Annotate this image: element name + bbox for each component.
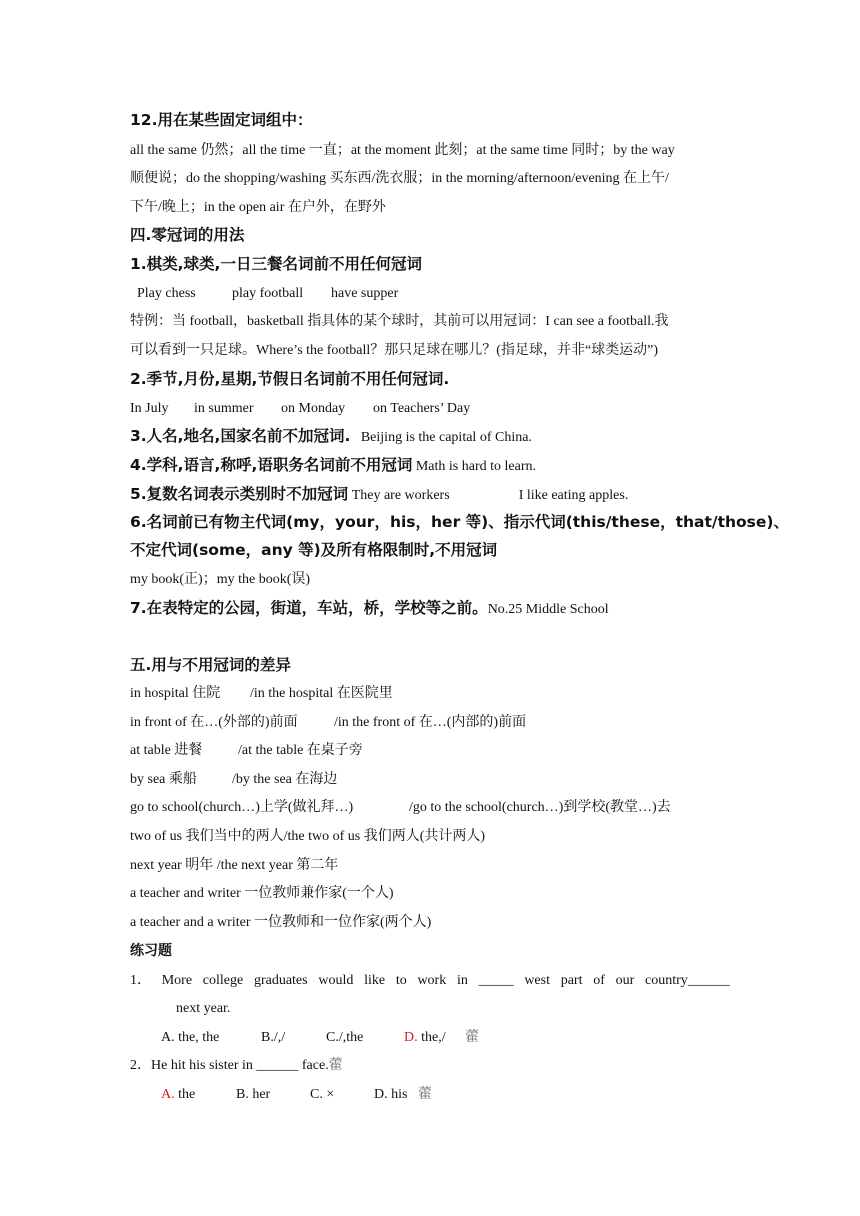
question-word: west	[524, 973, 550, 988]
comparison-pair	[130, 685, 730, 703]
option-b	[261, 1029, 326, 1047]
comparison-pair	[130, 742, 730, 760]
question-1-line-1	[130, 972, 730, 990]
question-text: face.	[298, 1058, 329, 1073]
option-letter: B.	[261, 1030, 274, 1045]
section-5-heading: 五.用与不用冠词的差异	[130, 656, 291, 674]
rule-3	[130, 427, 730, 447]
option-d	[374, 1086, 418, 1104]
question-word: our	[615, 973, 635, 988]
comparison-line: next year 明年 /the next year 第二年	[130, 858, 339, 873]
option-a	[161, 1086, 236, 1104]
rule-2-heading: 2.季节,月份,星期,节假日名词前不用任何冠词.	[130, 370, 450, 388]
rule-3-heading: 3.人名,地名,国家名前不加冠词.	[130, 427, 351, 445]
paragraph-mark-icon: 藿	[465, 1030, 479, 1045]
section-12-line-1	[130, 142, 730, 160]
option-text: the, the	[174, 1030, 220, 1045]
question-word: country______	[645, 973, 730, 988]
rule-5-heading: 5.复数名词表示类别时不加冠词	[130, 485, 349, 503]
question-2-line	[130, 1057, 730, 1075]
rule-5-example-1: They are workers	[351, 488, 450, 503]
question-1-options	[161, 1029, 761, 1047]
rule-3-example: Beijing is the capital of China.	[360, 430, 532, 445]
comparison-line: two of us 我们当中的两人/the two of us 我们两人(共计两人)	[130, 829, 486, 844]
pair-right: /by the sea 在海边	[232, 772, 338, 787]
question-word: in	[456, 973, 468, 988]
question-word: like	[364, 973, 386, 988]
comparison-line: a teacher and writer 一位教师兼作家(一个人)	[130, 886, 394, 901]
pair-left: go to school(church…)上学(做礼拜…)	[130, 800, 354, 815]
section-12-line-2: 顺便说；do the shopping/washing 买东西/洗衣服；in the morning/afternoon/evening 在上午/	[130, 171, 669, 186]
rule-1-special-line-2: 可以看到一只足球。Where’s the football？那只足球在哪儿？(指足球，并非“球类运动”)	[130, 343, 659, 358]
option-c	[310, 1086, 374, 1104]
pair-right: /in the hospital 在医院里	[250, 686, 393, 701]
comparison-pair	[130, 799, 730, 817]
rule-4-example: Math is hard to learn.	[415, 459, 536, 474]
section-12-heading: 12.用在某些固定词组中：	[130, 111, 313, 129]
answer-blank: ______	[256, 1058, 299, 1073]
pair-left: by sea 乘船	[130, 772, 197, 787]
option-letter-correct: D.	[404, 1030, 418, 1045]
rule-7-heading: 7.在表特定的公园，街道，车站，桥，学校等之前。	[130, 599, 488, 617]
option-letter: D.	[374, 1087, 388, 1102]
paragraph-mark-icon: 藿	[418, 1087, 432, 1102]
example-item: have supper	[331, 286, 399, 301]
rule-5	[130, 485, 730, 505]
question-word: to	[395, 973, 407, 988]
question-word: college	[202, 973, 244, 988]
option-text: /,the	[338, 1030, 364, 1045]
rule-2-examples	[130, 400, 730, 418]
pair-left: in front of 在…(外部的)前面	[130, 715, 298, 730]
rule-4-heading: 4.学科,语言,称呼,语职务名词前不用冠词	[130, 456, 413, 474]
paragraph-mark-icon: 藿	[328, 1058, 343, 1073]
pair-right: /in the front of 在…(内部的)前面	[334, 715, 527, 730]
question-number: 1．	[130, 973, 151, 988]
example-item: play football	[232, 286, 304, 301]
comparison-line: a teacher and a writer 一位教师和一位作家(两个人)	[130, 915, 432, 930]
rule-7-example: No.25 Middle School	[487, 602, 609, 617]
option-text: the	[174, 1087, 196, 1102]
question-text: He hit his sister in	[151, 1058, 257, 1073]
pair-right: /at the table 在桌子旁	[238, 743, 363, 758]
option-text: his	[387, 1087, 408, 1102]
option-text: the,/	[417, 1030, 446, 1045]
example-item: in summer	[194, 401, 254, 416]
example-item: on Monday	[281, 401, 346, 416]
rule-4	[130, 456, 730, 476]
option-letter: C.	[326, 1030, 339, 1045]
pair-left: at table 进餐	[130, 743, 203, 758]
example-item: Play chess	[137, 286, 196, 301]
comparison-pair	[130, 714, 730, 732]
rule-6-heading-line-1: 6.名词前已有物主代词(my，your，his，her 等)、指示代词(this/these，that/those)、	[130, 513, 790, 531]
rule-1-heading: 1.棋类,球类,一日三餐名词前不用任何冠词	[130, 255, 422, 273]
option-a	[161, 1029, 261, 1047]
rule-7	[130, 599, 730, 619]
option-c	[326, 1029, 404, 1047]
option-letter: B.	[236, 1087, 249, 1102]
pair-right: /go to the school(church…)到学校(教堂…)去	[409, 800, 671, 815]
question-word: of	[593, 973, 605, 988]
option-text: /,/	[273, 1030, 286, 1045]
pair-left: in hospital 住院	[130, 686, 221, 701]
option-letter-correct: A.	[161, 1087, 175, 1102]
example-item: on Teachers’ Day	[373, 401, 471, 416]
question-2-options	[161, 1086, 761, 1104]
section-12-line-3: 下午/晚上；in the open air 在户外，在野外	[130, 200, 386, 215]
question-word: work	[417, 973, 447, 988]
rule-6-heading-line-2: 不定代词(some，any 等)及所有格限制时,不用冠词	[130, 541, 498, 559]
exercises-heading: 练习题	[130, 943, 172, 959]
question-word: More	[161, 973, 193, 988]
answer-blank: _____	[478, 973, 514, 988]
question-word: part	[560, 973, 583, 988]
rule-6-example: my book(正)；my the book(误)	[130, 572, 311, 587]
option-letter: C.	[310, 1087, 323, 1102]
option-letter: A.	[161, 1030, 175, 1045]
option-text: ×	[322, 1087, 335, 1102]
rule-1-special-line-1: 特例：当 football，basketball 指具体的某个球时，其前可以用冠词：I can see a football.我	[130, 314, 669, 329]
rule-1-examples	[137, 285, 737, 303]
option-text: her	[248, 1087, 271, 1102]
question-1-line-2: next year.	[176, 1001, 231, 1016]
option-b	[236, 1086, 310, 1104]
option-d	[404, 1029, 465, 1047]
section-4-heading: 四.零冠词的用法	[130, 226, 245, 244]
comparison-pair	[130, 771, 730, 789]
example-item: In July	[130, 401, 169, 416]
text-line: all the same 仍然；all the time 一直；at the moment 此刻；at the same time 同时；by the way	[130, 143, 675, 158]
rule-5-example-2: I like eating apples.	[518, 488, 629, 503]
question-word: would	[318, 973, 354, 988]
question-number: 2．	[130, 1058, 151, 1073]
question-word: graduates	[253, 973, 308, 988]
